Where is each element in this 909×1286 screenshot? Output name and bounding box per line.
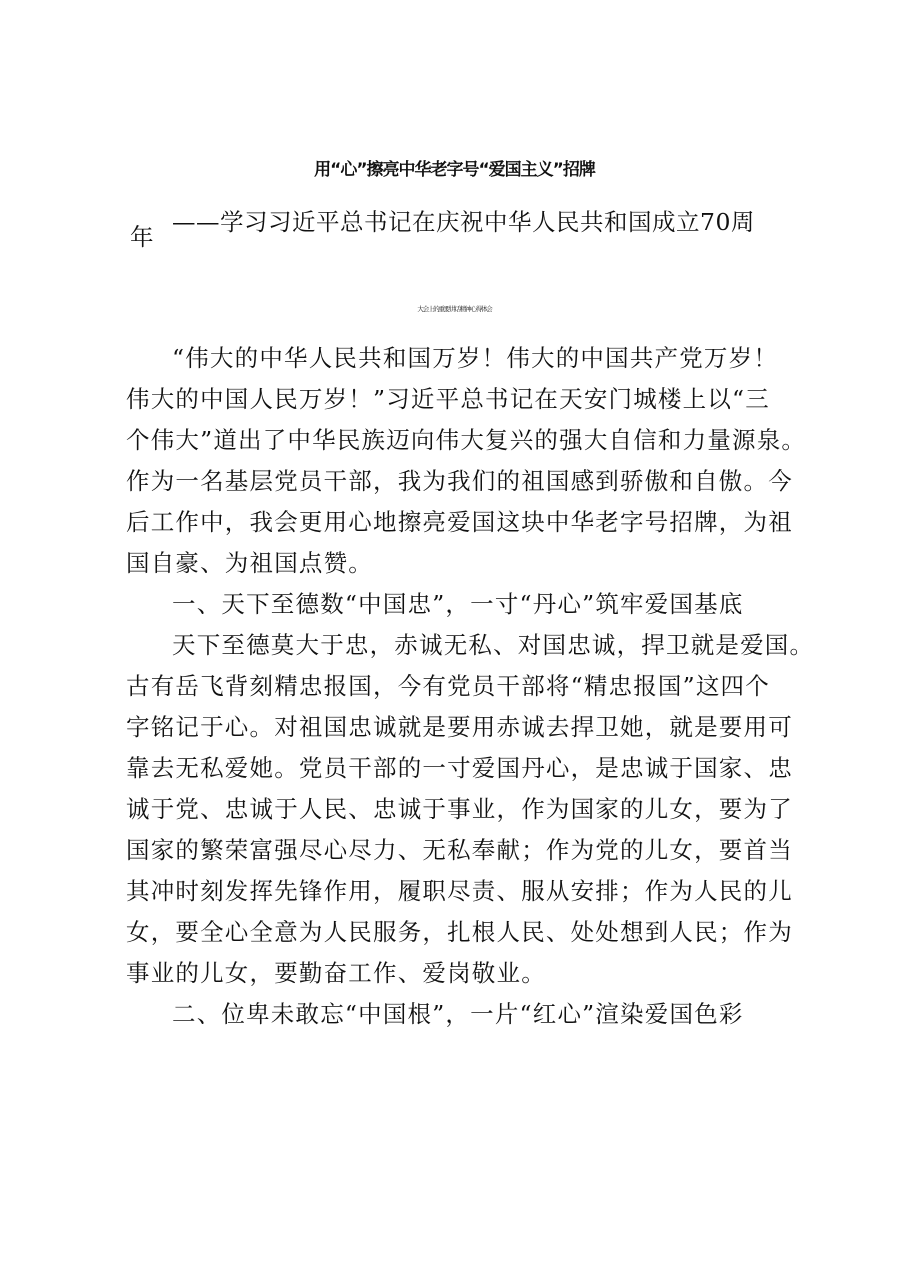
paragraph-line: 作为一名基层党员干部，我为我们的祖国感到骄傲和自傲。今 xyxy=(126,467,793,495)
subtitle-line-1: ——学习习近平总书记在庆祝中华人民共和国成立70周 xyxy=(172,208,755,236)
paragraph-line: 字铭记于心。对祖国忠诚就是要用赤诚去捍卫她，就是要用可 xyxy=(126,713,793,741)
section-heading-1: 一、天下至德数“中国忠”，一寸“丹心”筑牢爱国基底 xyxy=(172,590,744,618)
paragraph-line: 诚于党、忠诚于人民、忠诚于事业，作为国家的儿女，要为了 xyxy=(126,795,793,823)
paragraph-line: 天下至德莫大于忠，赤诚无私、对国忠诚，捍卫就是爱国。 xyxy=(172,631,815,659)
paragraph-line: 个伟大”道出了中华民族迈向伟大复兴的强大自信和力量源泉。 xyxy=(126,426,807,454)
paragraph-line: 其冲时刻发挥先锋作用，履职尽责、服从安排；作为人民的儿 xyxy=(126,877,793,905)
paragraph-line: 伟大的中国人民万岁！”习近平总书记在天安门城楼上以“三 xyxy=(126,385,770,413)
section-heading-2: 二、位卑未敢忘“中国根”，一片“红心”渲染爱国色彩 xyxy=(172,1000,744,1028)
subtitle-line-3: 大会上的重要讲话精神心得体会 xyxy=(417,305,492,313)
paragraph-line: 事业的儿女，要勤奋工作、爱岗敬业。 xyxy=(126,959,546,987)
paragraph-line: 后工作中，我会更用心地擦亮爱国这块中华老字号招牌，为祖 xyxy=(126,508,793,536)
paragraph-line: “伟大的中华人民共和国万岁！伟大的中国共产党万岁！ xyxy=(172,344,779,372)
paragraph-line: 靠去无私爱她。党员干部的一寸爱国丹心，是忠诚于国家、忠 xyxy=(126,754,793,782)
paragraph-line: 国自豪、为祖国点赞。 xyxy=(126,549,373,577)
paragraph-line: 国家的繁荣富强尽心尽力、无私奉献；作为党的儿女，要首当 xyxy=(126,836,793,864)
paragraph-line: 古有岳飞背刻精忠报国，今有党员干部将“精忠报国”这四个 xyxy=(126,672,770,700)
subtitle-line-2: 年 xyxy=(130,223,154,251)
document-title: 用“心”擦亮中华老字号“爱国主义”招牌 xyxy=(314,160,595,180)
paragraph-line: 女，要全心全意为人民服务，扎根人民、处处想到人民；作为 xyxy=(126,918,793,946)
